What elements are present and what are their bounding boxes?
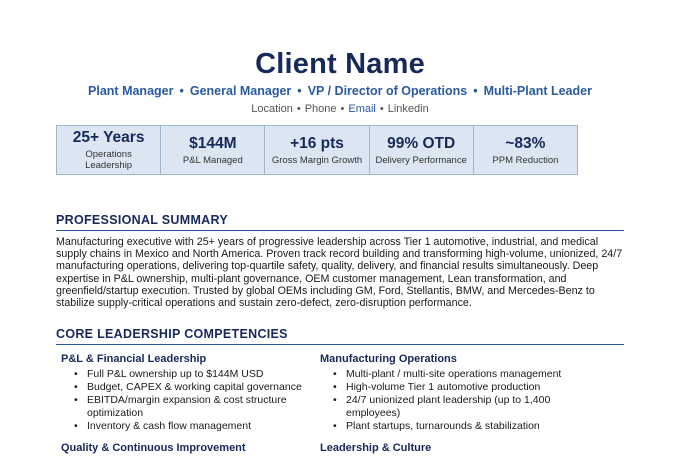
competency-group-title: Quality & Continuous Improvement [61, 442, 246, 454]
competencies-heading: CORE LEADERSHIP COMPETENCIES [56, 326, 624, 345]
metric-otd [370, 126, 474, 174]
contact-linkedin: Linkedin [387, 103, 429, 115]
contact-separator: • [296, 103, 301, 115]
competency-item: • EBITDA/margin expansion & cost structure optimization [87, 394, 312, 420]
competency-item: • Plant startups, turnarounds & stabilization [346, 420, 582, 433]
competency-item: • Full P&L ownership up to $144M USD [87, 368, 323, 381]
competency-item: • 24/7 unionized plant leadership (up to 1,400 employees) [346, 394, 561, 420]
competency-list [61, 368, 323, 433]
title-separator: • [473, 84, 478, 98]
competency-group-title: Manufacturing Operations [320, 353, 457, 365]
metric-label: Gross Margin Growth [271, 154, 363, 166]
metric-years [57, 126, 161, 174]
client-name: Client Name [255, 48, 425, 80]
competency-item: • Multi-plant / multi-site operations management [346, 368, 582, 381]
metric-label: P&L Managed [182, 154, 243, 166]
metric-value: 99% OTD [387, 134, 456, 152]
metric-margin [265, 126, 369, 174]
competency-item: • Budget, CAPEX & working capital governance [87, 381, 323, 394]
metric-label: Delivery Performance [375, 154, 467, 166]
contact-line [0, 102, 680, 116]
metric-value: 25+ Years [72, 129, 145, 146]
contact-separator: • [340, 103, 345, 115]
summary-text: Manufacturing executive with 25+ years of progressive leadership across Tier 1 automotive, industrial, and medical supply chains in Mexico and North America. Proven track record building and transforming high-volume, unionized, 24/7 manufacturing operations, delivering top-quartile safety, quality, delivery, and financial results simultaneously. Deep expertise in P&L ownership, multi-plant governance, OEM customer management, Lean transformation, and greenfield/startup execution. Trusted by global OEMs including GM, Ford, Stellantis, BMW, and Mercedes-Benz to stabilize supply-critical operations and sustain zero-defect, zero-disruption performance. [56, 236, 623, 310]
competency-group-quality [61, 441, 323, 455]
competency-group-pl [61, 352, 323, 433]
competency-group-leadership [320, 441, 582, 455]
title-plant-manager: Plant Manager [88, 84, 174, 98]
metric-value: ~83% [505, 134, 546, 152]
contact-email-link[interactable]: Email [348, 103, 376, 115]
title-multi-plant-leader: Multi-Plant Leader [483, 84, 592, 98]
metric-label: Operations Leadership [85, 149, 133, 171]
competency-item: • High-volume Tier 1 automotive production [346, 381, 582, 394]
contact-separator: • [379, 103, 384, 115]
contact-phone: Phone [304, 103, 337, 115]
metric-value: $144M [189, 134, 237, 152]
contact-location: Location [251, 103, 293, 115]
metric-ppm [474, 126, 577, 174]
target-titles [0, 83, 680, 99]
summary-heading: PROFESSIONAL SUMMARY [56, 212, 624, 231]
competency-group-title: Leadership & Culture [320, 442, 432, 454]
competency-list [320, 368, 582, 433]
metric-label: PPM Reduction [492, 154, 559, 166]
metric-pl [161, 126, 265, 174]
title-separator: • [179, 84, 184, 98]
metrics-bar [56, 125, 578, 175]
title-general-manager: General Manager [189, 84, 292, 98]
title-separator: • [297, 84, 302, 98]
competency-item: • Inventory & cash flow management [87, 420, 323, 433]
competency-group-manufacturing [320, 352, 582, 433]
competency-group-title: P&L & Financial Leadership [61, 353, 207, 365]
metric-value: +16 pts [290, 134, 344, 152]
title-vp-director: VP / Director of Operations [307, 84, 468, 98]
